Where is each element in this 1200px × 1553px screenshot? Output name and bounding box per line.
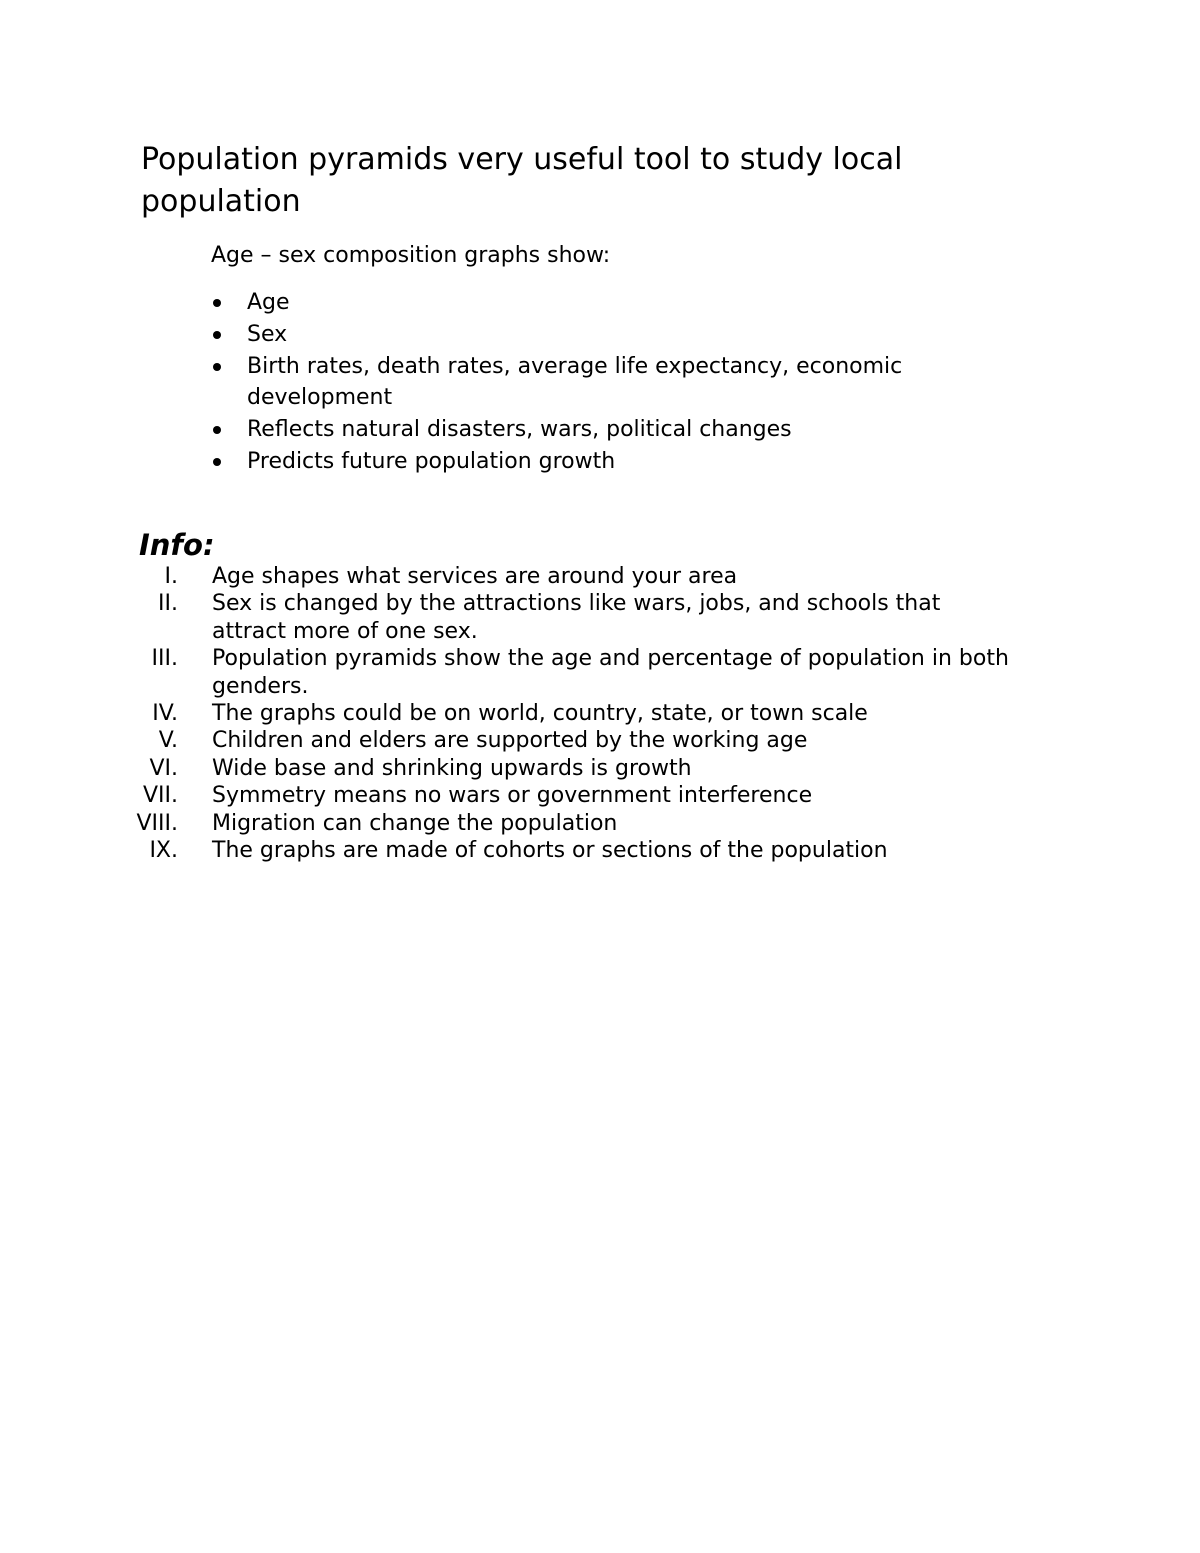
info-item	[120, 700, 1020, 727]
item-text: Age shapes what services are around your area	[212, 564, 738, 589]
bullet-icon	[213, 331, 221, 339]
info-item	[120, 837, 1020, 864]
info-item	[120, 727, 1020, 754]
info-item	[120, 782, 1020, 809]
info-heading: Info:	[139, 528, 215, 562]
bullet-list	[211, 287, 991, 478]
info-list	[120, 563, 1020, 864]
item-number: VII.	[142, 783, 178, 809]
bullet-text: Predicts future population growth	[247, 448, 616, 474]
item-text: Population pyramids show the age and percentage of population in both genders.	[212, 646, 1009, 699]
item-number: II.	[158, 591, 178, 617]
item-number: VIII.	[136, 810, 178, 836]
bullet-icon	[213, 363, 221, 371]
item-text: The graphs are made of cohorts or sections of the population	[212, 838, 888, 864]
page-title: Population pyramids very useful tool to study local population	[141, 142, 903, 219]
bullet-text: Birth rates, death rates, average life expectancy, economic development	[247, 353, 903, 411]
item-number: IV.	[152, 701, 178, 727]
item-number: VI.	[149, 755, 178, 781]
item-text: Wide base and shrinking upwards is growth	[212, 755, 692, 781]
item-number: III.	[151, 646, 178, 672]
info-item	[120, 755, 1020, 782]
bullet-item	[211, 351, 991, 415]
info-item	[120, 810, 1020, 837]
bullet-text: Sex	[247, 321, 288, 347]
bullet-item	[211, 287, 991, 319]
item-number: V.	[158, 728, 178, 754]
bullet-icon	[213, 458, 221, 466]
item-text: Sex is changed by the attractions like wars, jobs, and schools that attract more of one sex.	[212, 591, 941, 644]
item-number: I.	[164, 564, 178, 589]
bullet-text: Age	[247, 290, 290, 315]
item-text: Symmetry means no wars or government interference	[212, 783, 813, 809]
bullet-icon	[213, 426, 221, 434]
item-text: Migration can change the population	[212, 810, 618, 836]
bullet-text: Reflects natural disasters, wars, political changes	[247, 417, 792, 443]
subheading: Age – sex composition graphs show:	[211, 243, 611, 268]
info-item	[120, 590, 1020, 645]
info-item	[120, 563, 1020, 590]
bullet-item	[211, 319, 991, 351]
item-number: IX.	[149, 838, 178, 864]
bullet-item	[211, 414, 991, 446]
bullet-item	[211, 446, 991, 478]
item-text: Children and elders are supported by the working age	[212, 728, 808, 754]
item-text: The graphs could be on world, country, state, or town scale	[212, 701, 868, 727]
info-item	[120, 645, 1020, 700]
bullet-icon	[213, 299, 221, 307]
